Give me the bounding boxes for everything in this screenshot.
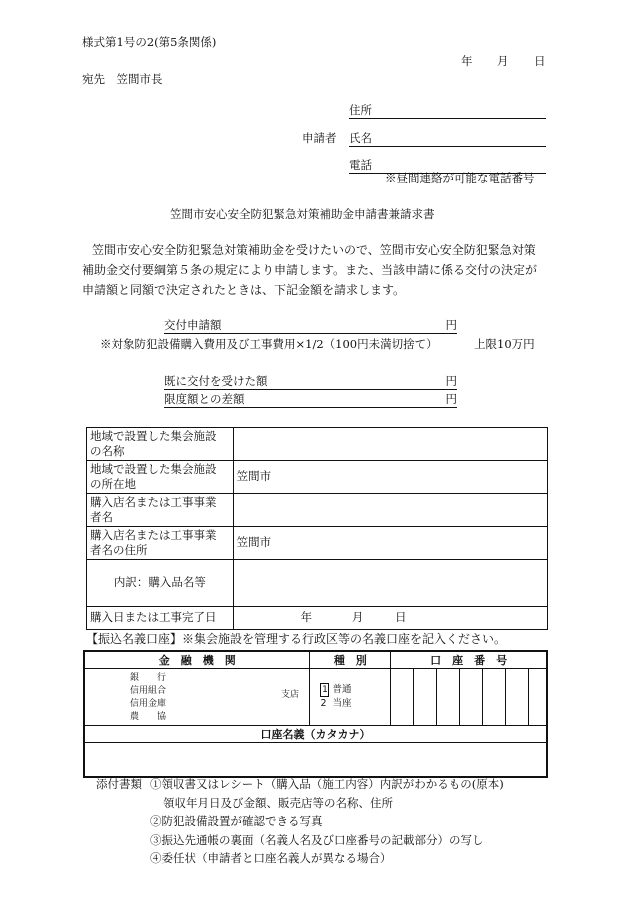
apply-label: 交付申請額	[164, 318, 222, 332]
phone-label: 電話	[349, 158, 372, 172]
facility-location-input[interactable]: 笠間市	[233, 460, 547, 493]
holder-header-row	[84, 726, 547, 743]
inst-credit-union: 信用組合	[130, 686, 167, 697]
received-yen: 円	[445, 374, 457, 388]
account-digit-7[interactable]	[528, 669, 547, 726]
bank-heading: 【振込名義口座】※集会施設を管理する行政区等の名義口座を記入ください。	[86, 632, 507, 646]
institution-cell[interactable]	[84, 669, 310, 726]
addressee: 宛先 笠間市長	[82, 72, 163, 86]
facility-name-input[interactable]	[233, 428, 547, 461]
form-number: 様式第1号の2(第5条関係)	[82, 35, 217, 49]
date-month: 月	[497, 54, 509, 68]
attachment-item: 領収年月日及び金額、販売店等の名称、住所	[163, 796, 393, 810]
body-line-1: 笠間市安心安全防犯緊急対策補助金を受けたいので、笠間市安心安全防犯緊急対策	[92, 243, 536, 257]
account-digit-1[interactable]	[391, 669, 414, 726]
account-digit-3[interactable]	[436, 669, 459, 726]
applicant-label: 申請者	[302, 131, 337, 145]
facility-location-label: 地域で設置した集会施設 の所在地	[87, 460, 234, 493]
branch-label: 支店	[281, 690, 300, 700]
bank-entry-row	[84, 669, 547, 726]
table-row	[87, 606, 548, 629]
completion-day: 日	[394, 610, 407, 625]
vendor-address-input[interactable]: 笠間市	[233, 526, 547, 559]
holder-header: 口座名義（カタカナ）	[84, 726, 547, 743]
bank-header-row	[84, 651, 547, 669]
table-row	[87, 493, 548, 526]
completion-date-input[interactable]	[233, 606, 547, 629]
diff-yen: 円	[445, 392, 457, 406]
account-type-cell[interactable]	[310, 669, 391, 726]
vendor-name-input[interactable]	[233, 493, 547, 526]
document-title: 笠間市安心安全防犯緊急対策補助金申請書兼請求書	[170, 207, 435, 221]
table-row	[87, 559, 548, 606]
apply-note: ※対象防犯設備購入費用及び工事費用×1/2（100円未満切捨て）	[100, 337, 438, 351]
body-line-3: 申請額と同額で決定されたときは、下記金額を請求します。	[82, 283, 406, 297]
address-line[interactable]	[349, 104, 546, 119]
type-current[interactable]: 2 当座	[320, 698, 352, 709]
completion-month: 月	[351, 610, 364, 625]
account-number-header: 口 座 番 号	[391, 651, 547, 669]
apply-amount-line[interactable]	[164, 319, 457, 334]
account-digit-2[interactable]	[414, 669, 437, 726]
attachment-item: ②防犯設備設置が確認できる写真	[150, 814, 323, 828]
type-header: 種 別	[310, 651, 391, 669]
phone-note: ※昼間連絡が可能な電話番号	[385, 171, 535, 185]
account-digit-4[interactable]	[459, 669, 482, 726]
facility-table	[86, 427, 548, 630]
attachment-item: ①領収書又はレシート（購入品（施工内容）内訳がわかるもの(原本)	[150, 777, 504, 791]
account-digit-5[interactable]	[482, 669, 505, 726]
holder-entry-row	[84, 743, 547, 777]
facility-name-label: 地域で設置した集会施設 の名称	[87, 428, 234, 461]
name-label: 氏名	[349, 131, 372, 145]
bank-table	[83, 650, 548, 778]
name-line[interactable]	[349, 132, 546, 147]
attachment-item: ④委任状（申請者と口座名義人が異なる場合）	[150, 851, 392, 865]
date-year: 年	[461, 54, 473, 68]
diff-amount-line[interactable]	[164, 393, 457, 408]
apply-yen: 円	[445, 318, 457, 332]
table-row	[87, 428, 548, 461]
received-amount-line[interactable]	[164, 375, 457, 390]
vendor-name-label: 購入店名または工事事業 者名	[87, 493, 234, 526]
attachments-label: 添付書類	[96, 777, 142, 791]
breakdown-label: 内訳：購入品名等	[87, 559, 234, 606]
vendor-address-label: 購入店名または工事事業 者名の住所	[87, 526, 234, 559]
inst-agri-coop: 農 協	[130, 712, 167, 723]
table-row	[87, 526, 548, 559]
breakdown-input[interactable]	[233, 559, 547, 606]
attachment-item: ③振込先通帳の裏面（名義人名及び口座番号の記載部分）の写し	[150, 833, 484, 847]
holder-input[interactable]	[84, 743, 547, 777]
table-row	[87, 460, 548, 493]
institution-header: 金 融 機 関	[84, 651, 310, 669]
type-ordinary-number: 1	[322, 684, 328, 695]
date-day: 日	[534, 54, 546, 68]
inst-bank: 銀 行	[130, 673, 167, 683]
account-digit-6[interactable]	[505, 669, 528, 726]
address-label: 住所	[349, 103, 372, 117]
type-ordinary[interactable]: 1 普通	[322, 683, 352, 695]
completion-date-label: 購入日または工事完了日	[87, 606, 234, 629]
inst-credit-bank: 信用金庫	[130, 699, 167, 710]
completion-year: 年	[300, 610, 313, 625]
received-label: 既に交付を受けた額	[164, 374, 268, 388]
body-line-2: 補助金交付要綱第５条の規定により申請します。また、当該申請に係る交付の決定が	[82, 263, 538, 277]
diff-label: 限度額との差額	[164, 392, 245, 406]
apply-limit: 上限10万円	[474, 337, 535, 351]
